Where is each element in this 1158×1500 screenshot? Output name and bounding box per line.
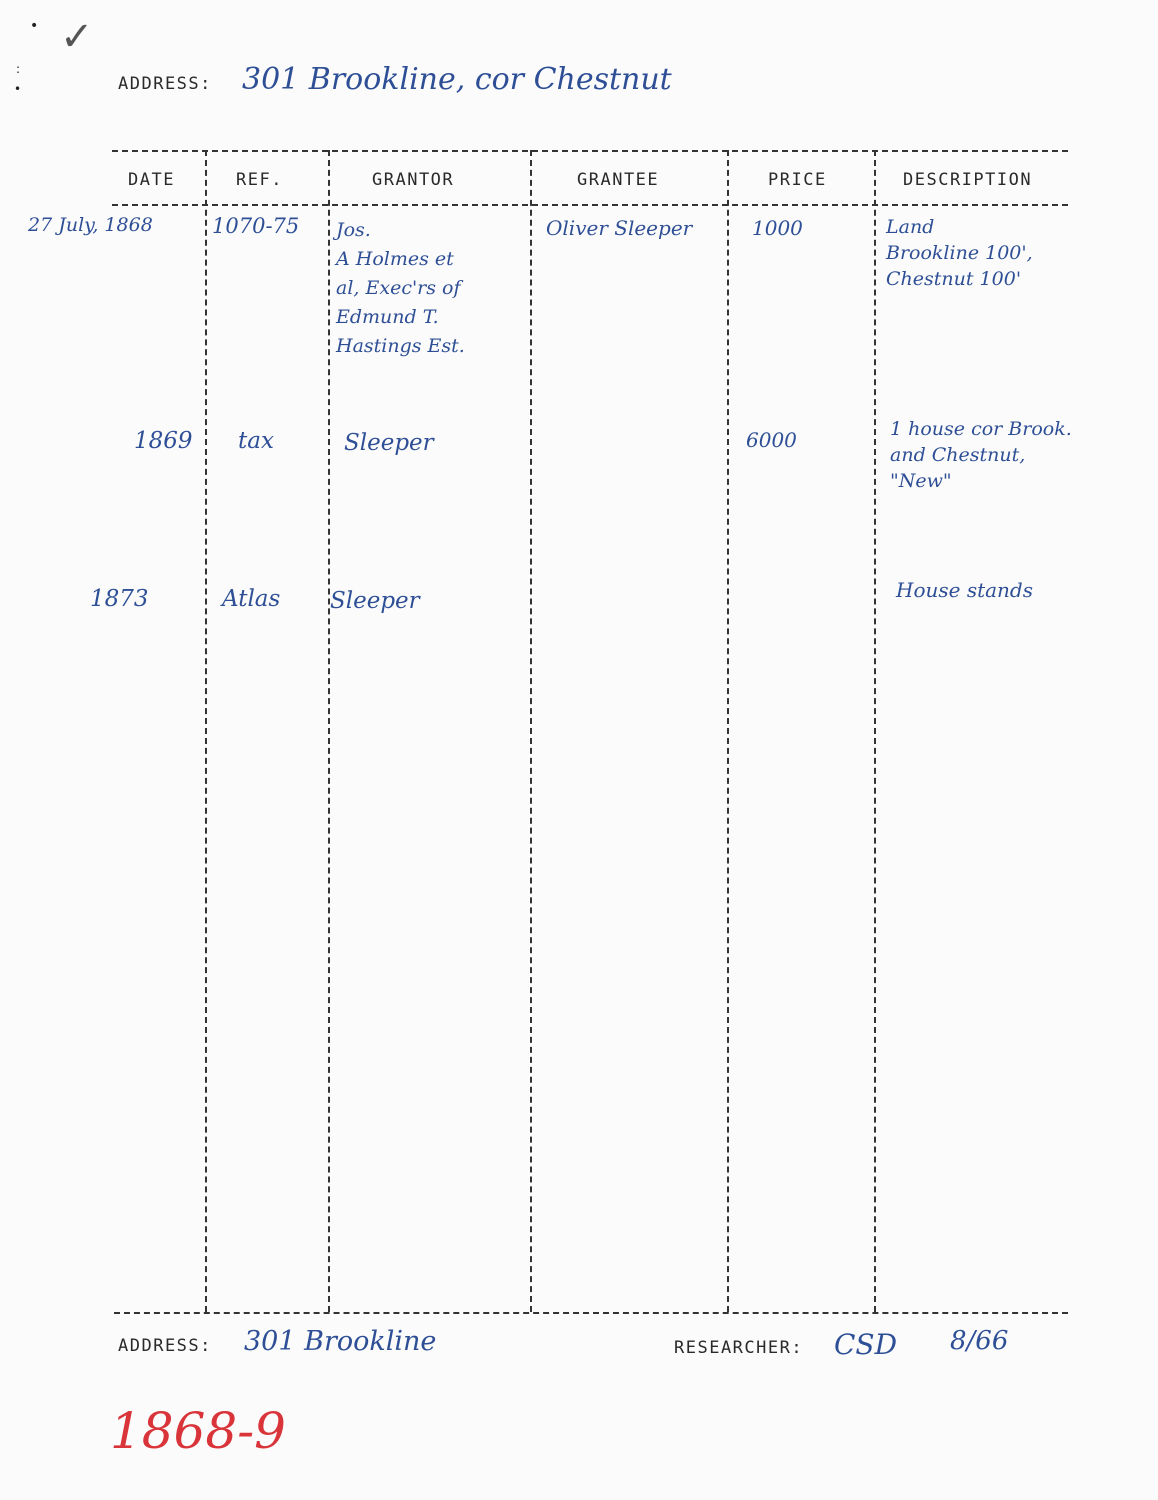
row-grantor: Sleeper [344,430,434,456]
row-price: 6000 [746,428,797,452]
table-header-rule [112,204,1068,206]
margin-dot: • [14,82,22,96]
check-mark-icon: ✓ [60,14,94,60]
margin-dot: • [30,18,39,34]
column-divider [530,150,532,1312]
column-header-price: PRICE [768,170,827,190]
column-header-date: DATE [128,170,175,190]
margin-dot: : [16,62,21,76]
researcher-initials: CSD [834,1328,898,1361]
row-price: 1000 [752,216,803,240]
row-date: 27 July, 1868 [28,214,153,236]
table-top-rule [112,150,1068,152]
row-description: Land Brookline 100', Chestnut 100' [886,216,1033,290]
row-date: 1869 [134,428,193,454]
researcher-date: 8/66 [950,1326,1009,1356]
row-description: House stands [896,578,1033,602]
header-address-value: 301 Brookline, cor Chestnut [242,62,672,97]
row-ref: Atlas [222,586,281,612]
column-header-description: DESCRIPTION [903,170,1033,190]
table-bottom-rule [114,1312,1068,1314]
column-divider [874,150,876,1312]
column-divider [205,150,207,1312]
researcher-label: RESEARCHER: [674,1338,804,1358]
row-ref: 1070-75 [212,214,300,238]
row-description: 1 house cor Brook. and Chestnut, "New" [890,418,1072,492]
column-header-ref: REF. [236,170,283,190]
row-grantor: Jos. A Holmes et al, Exec'rs of Edmund T. Hastings Est. [336,219,465,357]
row-grantee: Oliver Sleeper [546,216,693,240]
footer-address-value: 301 Brookline [244,1326,437,1357]
column-header-grantee: GRANTEE [577,170,660,190]
footer-address-label: ADDRESS: [118,1336,212,1356]
row-date: 1873 [90,586,149,612]
header-address-label: ADDRESS: [118,74,212,94]
row-ref: tax [238,428,274,454]
row-grantor: Sleeper [330,588,420,614]
red-year-annotation: 1868-9 [110,1402,286,1460]
column-divider [328,150,330,1312]
column-header-grantor: GRANTOR [372,170,455,190]
column-divider [727,150,729,1312]
